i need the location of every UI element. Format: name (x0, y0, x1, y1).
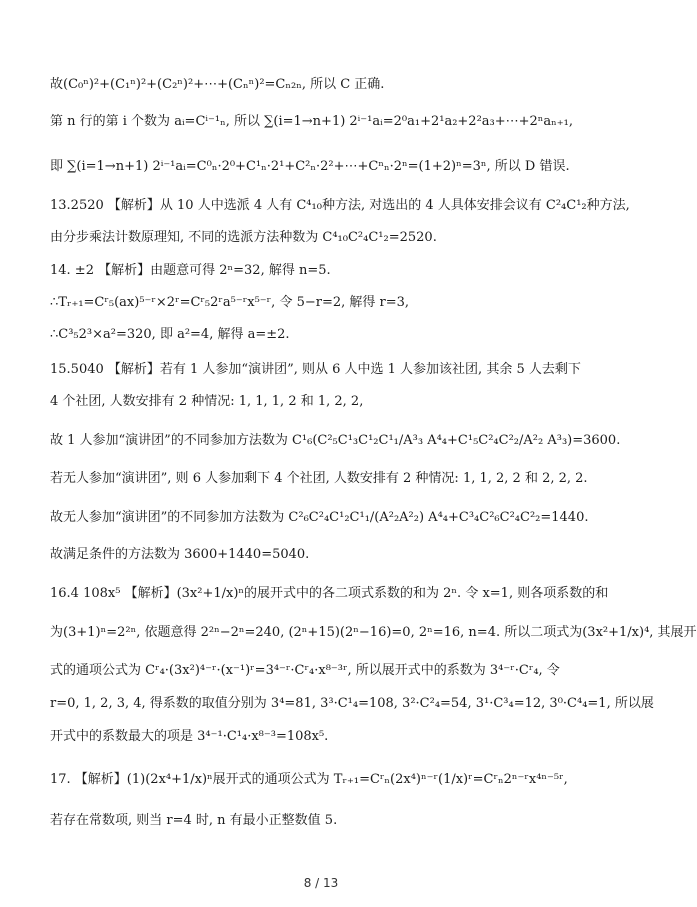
text-line: 13.2520 【解析】从 10 人中选派 4 人有 C⁴₁₀种方法, 对选出的 4 人具体安排会议有 C²₄C¹₂种方法, (50, 198, 630, 213)
text-line: ∴C³₅2³×a²=320, 即 a²=4, 解得 a=±2. (50, 327, 290, 342)
text-line: 4 个社团, 人数安排有 2 种情况: 1, 1, 1, 2 和 1, 2, 2, (50, 394, 364, 409)
text-line: 故 1 人参加“演讲团”的不同参加方法数为 C¹₆(C²₅C¹₃C¹₂C¹₁/A³₃ A⁴₄+C¹₅C²₄C²₂/A²₂ A³₃)=3600. (50, 433, 621, 448)
text-line: 16.4 108x⁵ 【解析】(3x²+1/x)ⁿ的展开式中的各二项式系数的和为 2ⁿ. 令 x=1, 则各项系数的和 (50, 586, 609, 601)
text-line: 即 ∑(i=1→n+1) 2ⁱ⁻¹aᵢ=C⁰ₙ·2⁰+C¹ₙ·2¹+C²ₙ·2²+⋯+Cⁿₙ·2ⁿ=(1+2)ⁿ=3ⁿ, 所以 D 错误. (50, 159, 570, 174)
text-line: 15.5040 【解析】若有 1 人参加“演讲团”, 则从 6 人中选 1 人参加该社团, 其余 5 人去剩下 (50, 362, 581, 377)
text-line: 故无人参加“演讲团”的不同参加方法数为 C²₆C²₄C¹₂C¹₁/(A²₂A²₂) A⁴₄+C³₄C²₆C²₄C²₂=1440. (50, 510, 589, 525)
text-line: 为(3+1)ⁿ=2²ⁿ, 依题意得 2²ⁿ−2ⁿ=240, (2ⁿ+15)(2ⁿ−16)=0, 2ⁿ=16, n=4. 所以二项式为(3x²+1/x)⁴, 其展开 (50, 625, 697, 640)
text-line: 若存在常数项, 则当 r=4 时, n 有最小正整数值 5. (50, 813, 338, 828)
text-line: 由分步乘法计数原理知, 不同的选派方法种数为 C⁴₁₀C²₄C¹₂=2520. (50, 230, 437, 245)
text-line: 17. 【解析】(1)(2x⁴+1/x)ⁿ展开式的通项公式为 Tᵣ₊₁=Cʳₙ(2x⁴)ⁿ⁻ʳ(1/x)ʳ=Cʳₙ2ⁿ⁻ʳx⁴ⁿ⁻⁵ʳ, (50, 772, 568, 787)
text-line: ∴Tᵣ₊₁=Cʳ₅(ax)⁵⁻ʳ×2ʳ=Cʳ₅2ʳa⁵⁻ʳx⁵⁻ʳ, 令 5−r=2, 解得 r=3, (50, 295, 410, 310)
text-line: 故满足条件的方法数为 3600+1440=5040. (50, 547, 310, 562)
page-indicator: 8 / 13 (303, 876, 339, 890)
text-line: 开式中的系数最大的项是 3⁴⁻¹·C¹₄·x⁸⁻³=108x⁵. (50, 729, 329, 744)
text-line: r=0, 1, 2, 3, 4, 得系数的取值分别为 3⁴=81, 3³·C¹₄=108, 3²·C²₄=54, 3¹·C³₄=12, 3⁰·C⁴₄=1, 所以展 (50, 696, 654, 711)
text-line: 故(C₀ⁿ)²+(C₁ⁿ)²+(C₂ⁿ)²+⋯+(Cₙⁿ)²=Cₙ₂ₙ, 所以 C 正确. (50, 77, 385, 92)
text-line: 若无人参加“演讲团”, 则 6 人参加剩下 4 个社团, 人数安排有 2 种情况: 1, 1, 2, 2 和 2, 2, 2. (50, 471, 588, 486)
text-line: 第 n 行的第 i 个数为 aᵢ=Cⁱ⁻¹ₙ, 所以 ∑(i=1→n+1) 2ⁱ⁻¹aᵢ=2⁰a₁+2¹a₂+2²a₃+⋯+2ⁿaₙ₊₁, (50, 114, 574, 129)
text-line: 式的通项公式为 Cʳ₄·(3x²)⁴⁻ʳ·(x⁻¹)ʳ=3⁴⁻ʳ·Cʳ₄·x⁸⁻³ʳ, 所以展开式中的系数为 3⁴⁻ʳ·Cʳ₄, 令 (50, 663, 560, 678)
text-line: 14. ±2 【解析】由题意可得 2ⁿ=32, 解得 n=5. (50, 263, 331, 278)
